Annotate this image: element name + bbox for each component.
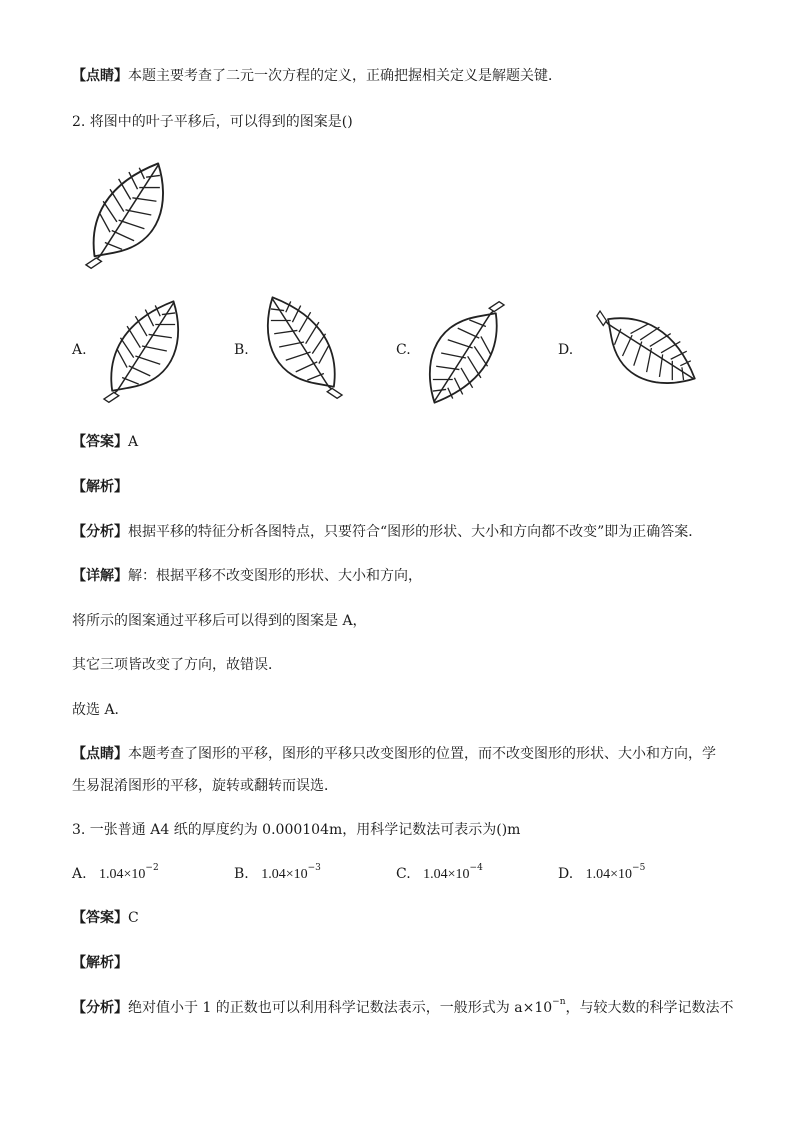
option-label: B.	[234, 866, 249, 882]
detail-text: 解：根据平移不改变图形的形状、大小和方向，	[128, 568, 422, 584]
answer-tag: 【答案】	[72, 434, 128, 450]
q3-analysis	[72, 998, 732, 1018]
q3-analysis-heading	[72, 953, 732, 973]
q2-review	[72, 744, 732, 764]
q2-option-d-leaf[interactable]	[592, 302, 698, 398]
q3-option-a[interactable]	[72, 864, 159, 885]
option-exponent: −4	[469, 863, 483, 874]
q2-review-cont: 生易混淆图形的平移，旋转或翻转而误选．	[72, 778, 338, 794]
q2-option-c-leaf[interactable]	[420, 300, 512, 410]
q1-review	[72, 66, 732, 86]
answer-text: A	[128, 434, 139, 450]
q2-option-b-leaf[interactable]	[258, 294, 350, 404]
review-tag: 【点睛】	[72, 746, 128, 762]
q3-answer	[72, 908, 732, 928]
q2-stem: 2. 将图中的叶子平移后，可以得到的图案是()	[72, 114, 353, 130]
option-exponent: −2	[145, 863, 159, 874]
analysis-exponent: −n	[552, 997, 566, 1008]
q3-stem: 3. 一张普通 A4 纸的厚度约为 0.000104m，用科学记数法可表示为()m	[72, 822, 521, 838]
detail-tag: 【详解】	[72, 568, 128, 584]
option-label: A.	[72, 866, 87, 882]
q2-option-c-label[interactable]: C.	[396, 342, 411, 358]
analysis-heading-tag: 【解析】	[72, 479, 128, 495]
q2-detail-line-3: 故选 A．	[72, 702, 129, 718]
q2-analysis-heading	[72, 477, 732, 497]
q2-detail-line-2: 其它三项皆改变了方向，故错误．	[72, 657, 282, 673]
q2-detail	[72, 566, 732, 586]
option-base: 1.04×10	[99, 867, 146, 882]
analysis-heading-tag: 【解析】	[72, 955, 128, 971]
q2-option-a-leaf[interactable]	[96, 298, 188, 408]
review-text: 本题主要考查了二元一次方程的定义，正确把握相关定义是解题关键．	[128, 68, 562, 84]
original-leaf-figure	[78, 160, 173, 274]
option-exponent: −5	[632, 863, 646, 874]
q2-option-a-label[interactable]: A.	[72, 342, 87, 358]
q3-option-c[interactable]	[396, 864, 483, 885]
answer-text: C	[128, 910, 139, 926]
analysis-tag: 【分析】	[72, 524, 128, 540]
q2-answer	[72, 432, 732, 452]
option-label: C.	[396, 866, 411, 882]
analysis-text-before: 绝对值小于 1 的正数也可以利用科学记数法表示，一般形式为 a×10	[128, 1000, 553, 1016]
analysis-tag: 【分析】	[72, 1000, 128, 1016]
q3-option-b[interactable]	[234, 864, 321, 885]
option-label: D.	[558, 866, 574, 882]
option-exponent: −3	[307, 863, 321, 874]
q2-option-b-label[interactable]: B.	[234, 342, 249, 358]
answer-tag: 【答案】	[72, 910, 128, 926]
analysis-text-after: ，与较大数的科学记数法不	[565, 1000, 734, 1016]
option-base: 1.04×10	[261, 867, 308, 882]
review-tag: 【点睛】	[72, 68, 128, 84]
q2-analysis	[72, 522, 732, 542]
option-base: 1.04×10	[585, 867, 633, 882]
analysis-text: 根据平移的特征分析各图特点，只要符合“图形的形状、大小和方向都不改变”即为正确答案．	[128, 524, 703, 540]
review-text-line1: 本题考查了图形的平移，图形的平移只改变图形的位置，而不改变图形的形状、大小和方向，学	[128, 746, 716, 762]
q3-option-d[interactable]	[558, 864, 645, 885]
option-base: 1.04×10	[423, 867, 470, 882]
q2-detail-line-1: 将所示的图案通过平移后可以得到的图案是 A，	[72, 613, 367, 629]
q2-option-d-label[interactable]: D.	[558, 342, 574, 358]
